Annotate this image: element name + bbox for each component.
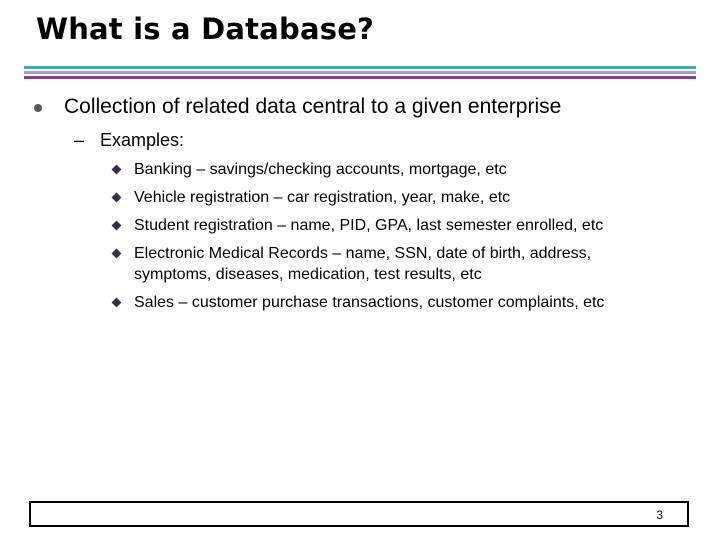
dash-bullet: – xyxy=(74,130,85,150)
bullet-level2 xyxy=(74,130,184,151)
title-rule-bottom xyxy=(24,76,696,79)
example-text: Banking – savings/checking accounts, mortgage, etc xyxy=(134,161,507,178)
diamond-bullet-icon xyxy=(112,193,122,203)
diamond-bullet-icon xyxy=(112,165,122,175)
example-text: Student registration – name, PID, GPA, last semester enrolled, etc xyxy=(134,217,604,234)
slide-title: What is a Database? xyxy=(36,12,375,46)
diamond-bullet-icon xyxy=(112,221,122,231)
bullet-level1-text: Collection of related data central to a given enterprise xyxy=(64,95,562,118)
example-text: Electronic Medical Records – name, SSN, date of birth, address, xyxy=(134,245,592,262)
title-rule-middle xyxy=(24,71,696,74)
round-bullet-icon xyxy=(34,104,42,112)
diamond-bullet-icon xyxy=(112,249,122,259)
example-text: Sales – customer purchase transactions, customer complaints, etc xyxy=(134,294,605,311)
example-text-continued: symptoms, diseases, medication, test results, etc xyxy=(134,266,482,283)
diamond-bullet-icon xyxy=(112,298,122,308)
title-rule-top xyxy=(24,66,696,69)
footer-box xyxy=(29,501,689,527)
bullet-level2-text: Examples: xyxy=(100,130,185,150)
example-text: Vehicle registration – car registration, year, make, etc xyxy=(134,189,511,206)
page-number: 3 xyxy=(656,508,663,522)
